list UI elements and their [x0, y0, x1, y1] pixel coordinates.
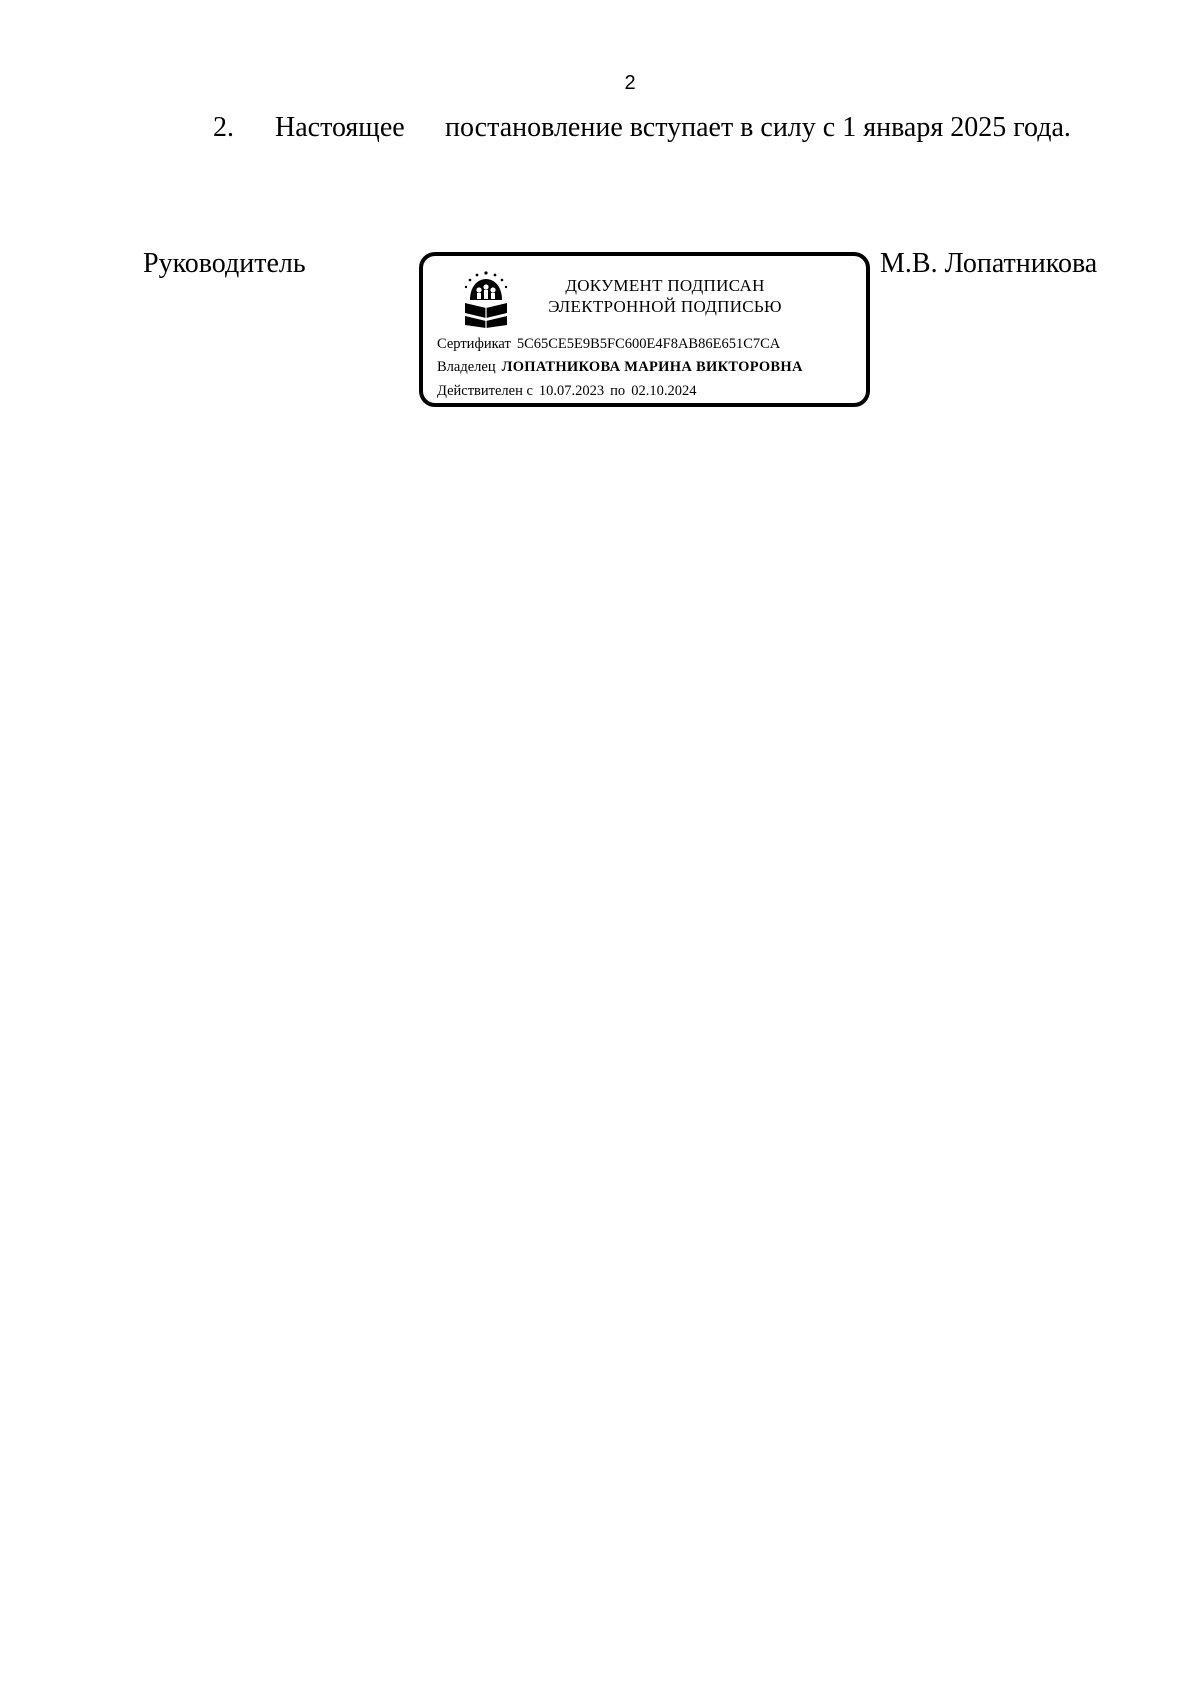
clause-text-rest: постановление вступает в силу с 1 января 2025 года.	[445, 112, 1071, 143]
clause-text-start: Настоящее	[275, 112, 405, 143]
signature-name: М.В. Лопатникова	[880, 248, 1098, 279]
stamp-title-line-1: ДОКУМЕНТ ПОДПИСАН	[565, 276, 765, 295]
valid-to: 02.10.2024	[631, 383, 697, 399]
stamp-validity-line	[437, 383, 696, 400]
stamp-certificate-line	[437, 336, 780, 353]
owner-value: ЛОПАТНИКОВА МАРИНА ВИКТОРОВНА	[501, 359, 803, 375]
stamp-title-line-2: ЭЛЕКТРОННОЙ ПОДПИСЬЮ	[548, 297, 782, 316]
coat-of-arms-emblem-icon	[462, 270, 510, 328]
valid-to-label: по	[610, 383, 626, 399]
stamp-owner-line	[437, 359, 803, 376]
stamp-title	[535, 275, 795, 317]
valid-from: 10.07.2023	[538, 383, 605, 399]
signature-role: Руководитель	[143, 248, 306, 279]
electronic-signature-stamp	[419, 252, 870, 407]
owner-label: Владелец	[437, 359, 496, 375]
page-number: 2	[624, 72, 636, 94]
valid-label: Действителен с	[437, 383, 533, 399]
certificate-label: Сертификат	[437, 336, 511, 352]
clause-number: 2.	[213, 112, 234, 143]
certificate-value: 5C65CE5E9B5FC600E4F8AB86E651C7CA	[516, 336, 781, 352]
